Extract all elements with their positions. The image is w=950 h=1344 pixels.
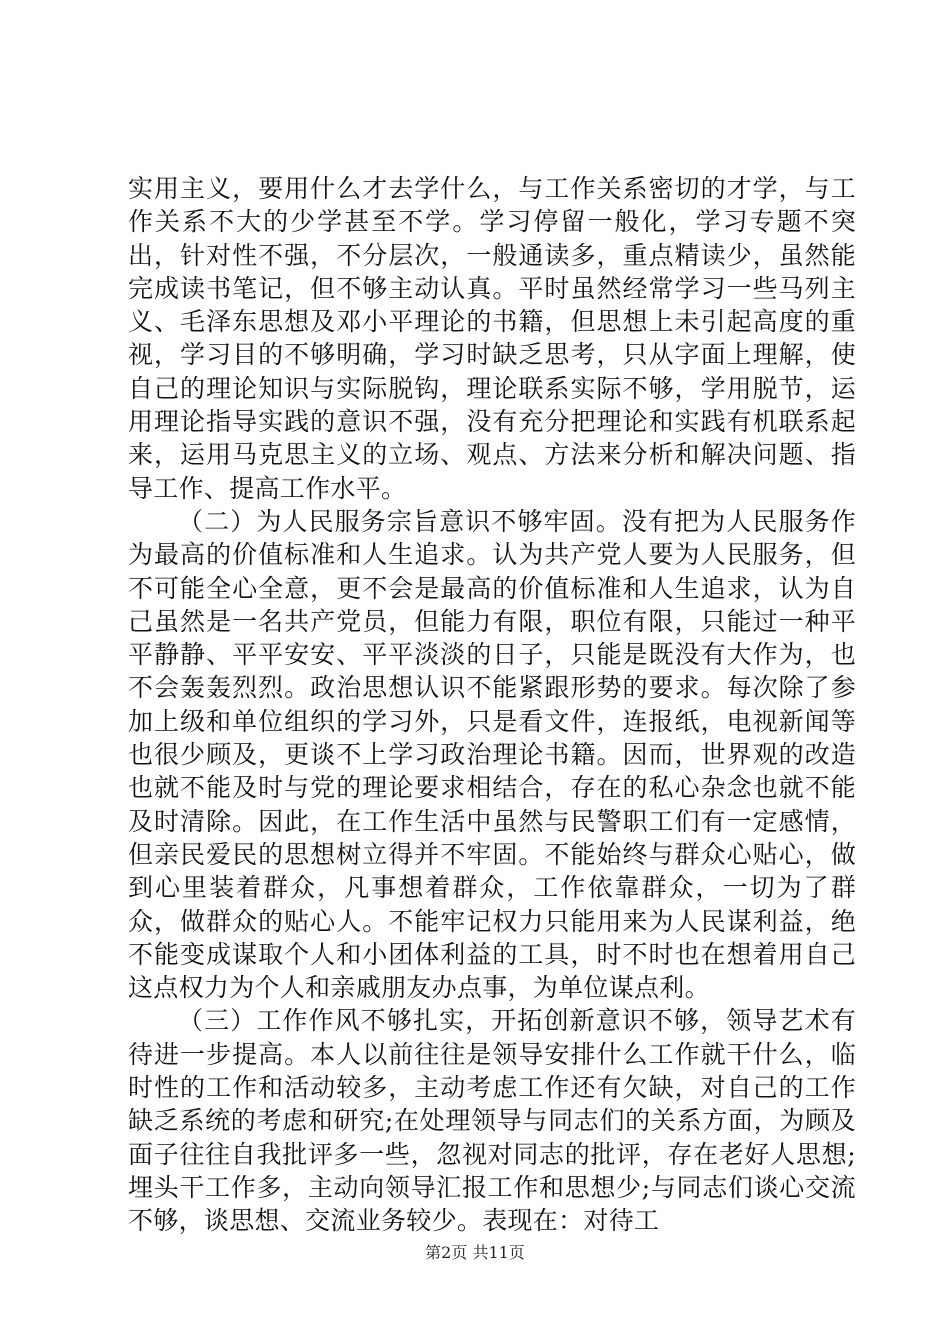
document-body bbox=[128, 172, 856, 1238]
paragraph-2: （二）为人民服务宗旨意识不够牢固。没有把为人民服务作为最高的价值标准和人生追求。认为共产党人要为人民服务，但不可能全心全意，更不会是最高的价值标准和人生追求，认为自己虽然是一名共产党员，但能力有限，职位有限，只能过一种平平静静、平平安安、平平淡淡的日子，只能是既没有大作为，也不会轰轰烈烈。政治思想认识不能紧跟形势的要求。每次除了参加上级和单位组织的学习外，只是看文件，连报纸，电视新闻等也很少顾及，更谈不上学习政治理论书籍。因而，世界观的改造也就不能及时与党的理论要求相结合，存在的私心杂念也就不能及时清除。因此，在工作生活中虽然与民警职工们有一定感情，但亲民爱民的思想树立得并不牢固。不能始终与群众心贴心，做到心里装着群众，凡事想着群众，工作依靠群众，一切为了群众，做群众的贴心人。不能牢记权力只能用来为人民谋利益，绝不能变成谋取个人和小团体利益的工具，时不时也在想着用自己这点权力为个人和亲戚朋友办点事，为单位谋点利。 bbox=[128, 506, 856, 1003]
page-number-footer: 第2页 共11页 bbox=[425, 1243, 525, 1262]
paragraph-3: （三）工作作风不够扎实，开拓创新意识不够，领导艺术有待进一步提高。本人以前往往是领导安排什么工作就干什么，临时性的工作和活动较多，主动考虑工作还有欠缺，对自己的工作缺乏系统的考虑和研究;在处理领导与同志们的关系方面，为顾及面子往往自我批评多一些，忽视对同志的批评，存在老好人思想;埋头干工作多，主动向领导汇报工作和思想少;与同志们谈心交流不够，谈思想、交流业务较少。表现在：对待工 bbox=[128, 1006, 856, 1236]
paragraph-1: 实用主义，要用什么才去学什么，与工作关系密切的才学，与工作关系不大的少学甚至不学。学习停留一般化，学习专题不突出，针对性不强，不分层次，一般通读多，重点精读少，虽然能完成读书笔记，但不够主动认真。平时虽然经常学习一些马列主义、毛泽东思想及邓小平理论的书籍，但思想上未引起高度的重视，学习目的不够明确，学习时缺乏思考，只从字面上理解，使自己的理论知识与实际脱钩，理论联系实际不够，学用脱节，运用理论指导实践的意识不强，没有充分把理论和实践有机联系起来，运用马克思主义的立场、观点、方法来分析和解决问题、指导工作、提高工作水平。 bbox=[128, 174, 856, 503]
